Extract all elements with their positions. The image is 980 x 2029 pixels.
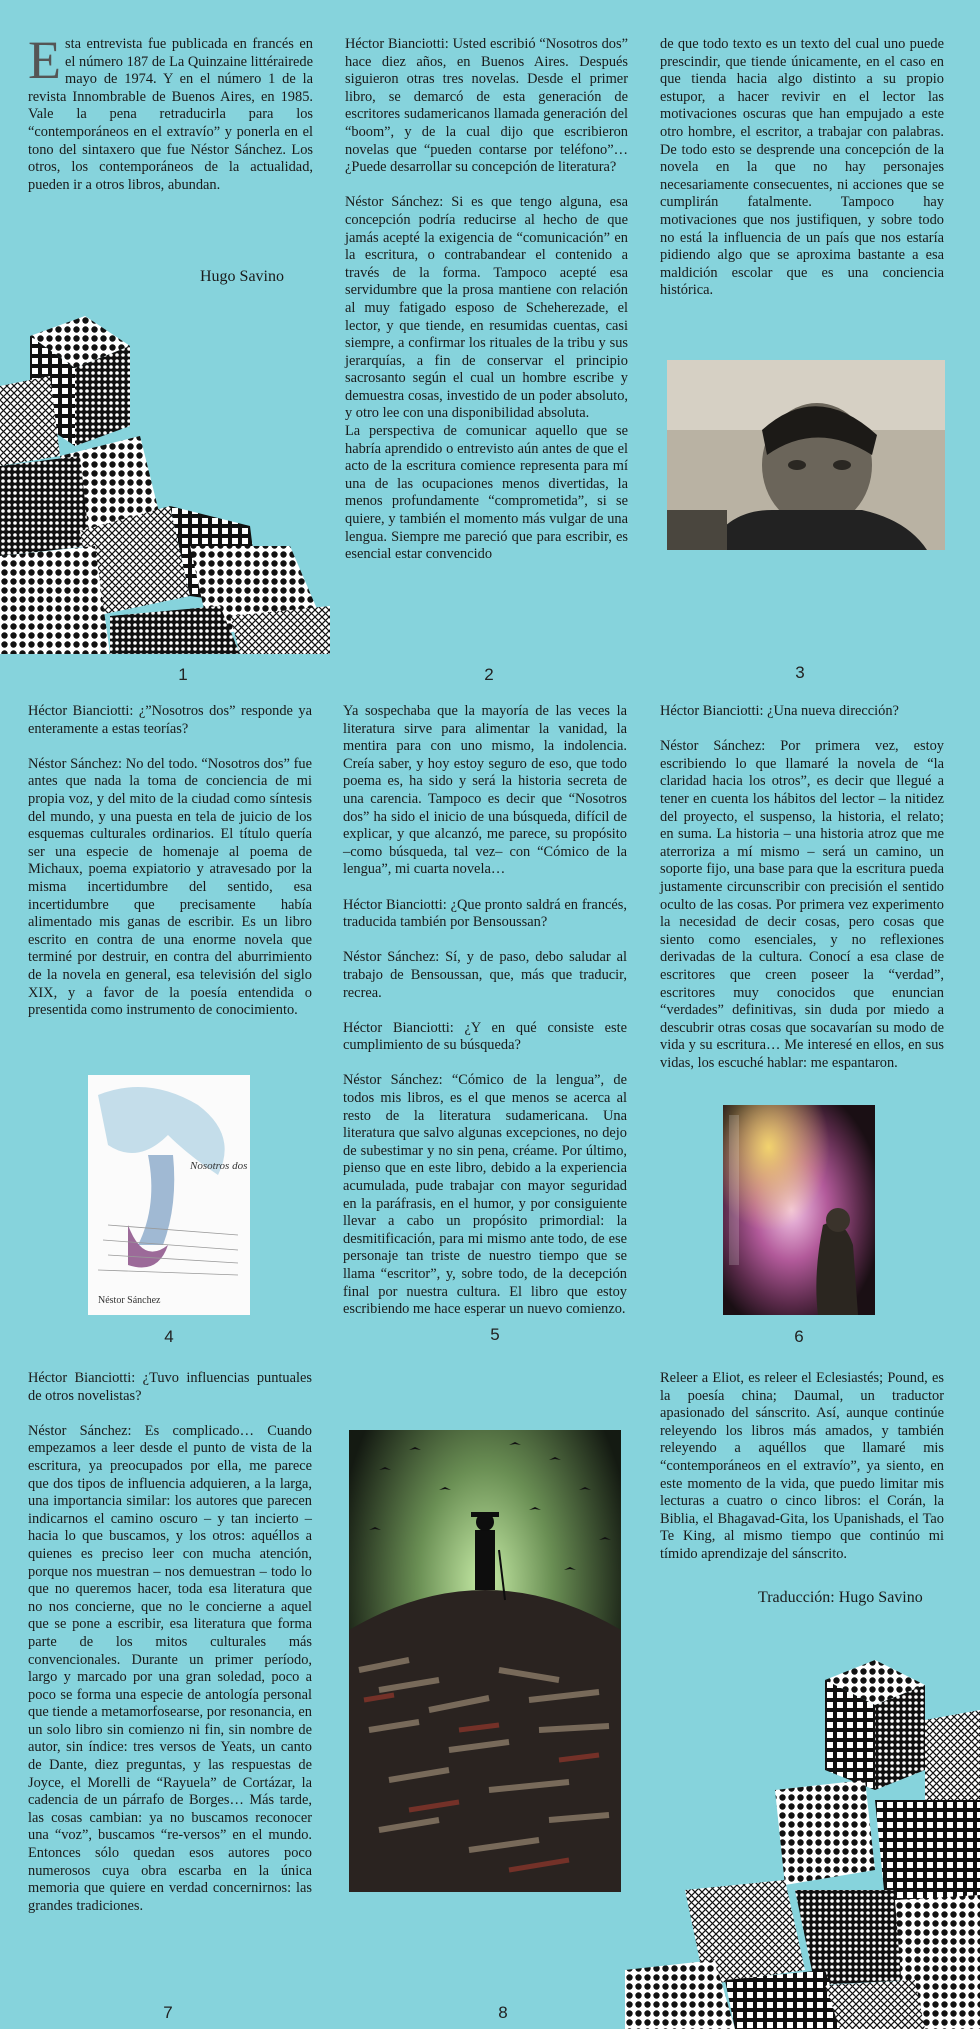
column-4-text: Héctor Bianciotti: ¿”Nosotros dos” responde ya enteramente a estas teorías? Néstor Sánchez: No del todo. “Nosotros dos” fue antes que nada la toma de conciencia de mi propia voz, y del mito de la ciudad como síntesis del mundo, y una puesta en tela de juicio de los esquemas culturales ordinarios. El título quería ser una especie de homenaje al poema de Michaux, poema expiatorio y atravesado por la misma incertidumbre del sentido, esa incertidumbre que precisamente había alimentado mis ganas de escribir. Es un libro escrito en contra de una enorme novela que terminé por destruir, en contra del aburrimiento de la novela en general, esa televisión del siglo XIX, y a favor de la poesía entendida o presentida como instrumento de conocimiento. [28, 703, 312, 1019]
intro-panel [28, 30, 313, 194]
author-photo [667, 360, 945, 550]
column-5 [343, 703, 627, 1319]
page-number-1: 1 [178, 665, 188, 684]
page-number-7: 7 [163, 2003, 173, 2022]
column-7 [28, 1370, 312, 1915]
column-6-text: Héctor Bianciotti: ¿Una nueva dirección? Néstor Sánchez: Por primera vez, estoy escribiendo lo que llamaré la novela de “la claridad hacia los otros”, es decir que llegué a tener en cuenta los hábitos del lector – la nitidez del proyecto, el suspenso, la historia, el relato; en suma. La historia – una historia atroz que me aterroriza a mí mismo – será un camino, un soporte fijo, una base para que la escritura pueda justamente circunscribir con precisión el sentido oculto de las cosas. Por primera vez experimento la necesidad de decir cosas, pero cosas que siento como esenciales, y no reflexiones derivadas de la cultura. Conocí a esa clase de escritores que creen poseer la “verdad”, escritores muy conocidos que enuncian “verdades” definitivas, sin duda por miedo a descubrir otras cosas que socavarían su modo de vida y su escritura… Me interesé en ellos, en sus vidas, los escuché hablar: me espantaron. [660, 703, 944, 1071]
page-number-6: 6 [794, 1327, 804, 1346]
column-9 [660, 1370, 944, 1564]
halftone-cubes-illustration-bottom [625, 1640, 980, 2029]
page-number-4: 4 [164, 1327, 174, 1346]
page-number-8: 8 [498, 2003, 508, 2022]
column-4 [28, 703, 312, 1020]
cover-title: Nosotros dos [190, 1160, 248, 1172]
cover-author: Néstor Sánchez [98, 1295, 161, 1306]
column-7-text: Héctor Bianciotti: ¿Tuvo influencias puntuales de otros novelistas? Néstor Sánchez: Es complicado… Cuando empezamos a leer desde el punto de vista de la escritura, ya preocupados por ella, me parece que dos tipos de influencia adquieren, a la larga, una importancia similar: los autores que parecen indicarnos el camino oscuro – y tan incierto – hacia lo que buscamos, y los otros: aquéllos a quienes es preciso leer con mucha atención, porque nos muestran – nos demuestran – todo lo que no queremos hacer, toda esa literatura que no nos concierne, que no le concierne a aquel que se pone a escribir, esa literatura que forma parte de los mitos culturales más convencionales. Durante un primer período, largo y marcado por una gran soledad, poco a poco se forma una especie de antología personal que tiende a metamorfosearse, por resonancia, en un solo libro sin comienzo ni fin, sin nombre de autor, sin índice: tres versos de Yeats, un canto de Dante, diez preguntas, y las respuestas de Joyce, el Morelli de “Rayuela” de Cortázar, la cadencia de un párrafo de Borges… Más tarde, las cosas cambian: ya no buscamos reconocer una “voz”, buscamos “re-versos” en el mundo. Entonces sólo quedan esos autores poco numerosos cuya obra escarba en la única memoria que quiere en verdad concernirnos: las grandes tradiciones. [28, 1370, 312, 1914]
halftone-cubes-illustration [0, 316, 330, 654]
column-5-text: Ya sospechaba que la mayoría de las veces la literatura sirve para alimentar la vanidad, la mentira para con uno mismo, la indolencia. Creía saber, y hoy estoy seguro de eso, que todo poema es, ha sido y será la historia secreta de una carencia. Tampoco es decir que “Nosotros dos” ha sido el inicio de una búsqueda, difícil de explicar, y que alcanzó, me parece, su propósito –como búsqueda, tal vez– con “Cómico de la lengua”, mi cuarta novela… Héctor Bianciotti: ¿Que pronto saldrá en francés, traducida también por Bensoussan? Néstor Sánchez: Sí, y de paso, debo saludar al trabajo de Bensoussan, que, más que traducir, recrea. Héctor Bianciotti: ¿Y en qué consiste este cumplimiento de su búsqueda? Néstor Sánchez: “Cómico de la lengua”, de todos mis libros, es el que menos se acerca al resto de la literatura sudamericana. Una literatura que salvo algunas excepciones, no dejo de subestimar y no sin pena, créame. Por último, pienso que en este libro, debido a la experiencia acumulada, pude trabajar con mayor seguridad en la paráfrasis, en el humor, y por consiguiente llevar a cabo un propósito primordial: la desmitificación, para mi mismo ante todo, de ese personaje tan triste de nuestro tiempo que se llama “escritor”, y, sobre todo, de la decepción final por nuestra cultura. El libro que estoy escribiendo me hace esperar un nuevo comienzo. [343, 703, 627, 1318]
column-3 [660, 36, 944, 300]
man-on-book-pile-image [349, 1430, 621, 1892]
book-cover-nosotros-dos [88, 1075, 250, 1315]
column-2 [345, 36, 628, 564]
column-3-text: de que todo texto es un texto del cual uno puede prescindir, que tiende únicamente, en el caso en que tienda hacia algo distinto a su propio estupor, a hacer revivir en el lector las motivaciones oscuras que han empujado a este otro hombre, el escritor, a trabajar con palabras. De todo esto se desprende una concepción de la novela en la que no hay personajes necesariamente consecuentes, ni acciones que se cumplirán fatalmente. Tampoco hay motivaciones que nos justifiquen, y sobre todo no está la influencia de un país que nos estaría pidiendo algo que se aproxima bastante a esa maldición escolar que es una conciencia histórica. [660, 36, 944, 299]
intro-text: Esta entrevista fue publicada en francés en el número 187 de La Quinzaine littérairede mayo de 1974. Y en el número 1 de la revista Innombrable de Buenos Aires, en 1985. Vale la pena retraducirla para los “contemporáneos en el extravío” y ponerla en el tono del sintaxero que fue Néstor Sánchez. Los otros, los contemporáneos de la actualidad, pueden ir a otros libros, abundan. [28, 30, 313, 193]
page-number-5: 5 [490, 1325, 500, 1344]
translation-signature: Traducción: Hugo Savino [758, 1589, 923, 1606]
column-9-text: Releer a Eliot, es releer el Eclesiastés; Pound, es la poesía china; Daumal, un traductor apasionado del sánscrito. Así, aunque continúe releyendo los libros más amados, y también releyendo a aquéllos que llamaré mis “contemporáneos en el extravío”, ya siento, en este momento de la vida, que puedo limitar mis lecturas a cuatro o cinco libros: el Corán, la Biblia, el Bhagavad-Gita, los Upanishads, el Tao Te King, al mismo tiempo que continúo mi tímido aprendizaje del sánscrito. [660, 1370, 944, 1562]
drop-cap: E [28, 30, 61, 90]
page-number-2: 2 [484, 665, 494, 684]
nebula-book-cover [723, 1105, 875, 1315]
intro-signature: Hugo Savino [200, 268, 284, 285]
page-number-3: 3 [795, 663, 805, 682]
column-2-text: Héctor Bianciotti: Usted escribió “Nosotros dos” hace diez años, en Buenos Aires. Después siguieron otras tres novelas. Desde el primer libro, se demarcó de esta generación de escritores sudamericanos llamada generación del “boom”, y de la cual dijo que escribieron novelas que “pueden contarse por teléfono”… ¿Puede desarrollar su concepción de literatura? Néstor Sánchez: Si es que tengo alguna, esa concepción podría reducirse al hecho de que jamás acepté la exigencia de “comunicación” en la escritura, o contrabandear el contenido a través de la forma. Tampoco acepté esa servidumbre que la prosa mantiene con relación al muy fatigado esposo de Scheherezade, el lector, y que tiende, en resumidas cuentas, casi siempre, a confirmar los rituales de la tribu y sus jerarquías, a fin de conservar el principio sacrosanto según el cual un hombre escribe y demuestra cosas, investido de un poder absoluto, y otro lee con una disponibilidad absoluta. La perspectiva de comunicar aquello que se habría aprendido o entrevisto aún antes de que el acto de la escritura comience representa para mí una de las ocupaciones menos divertidas, la menos profundamente “comprometida”, si se quiere, y también el momento más vulgar de una lengua. Siempre me pareció que para escribir, es esencial estar convencido [345, 36, 628, 563]
column-6 [660, 703, 944, 1072]
